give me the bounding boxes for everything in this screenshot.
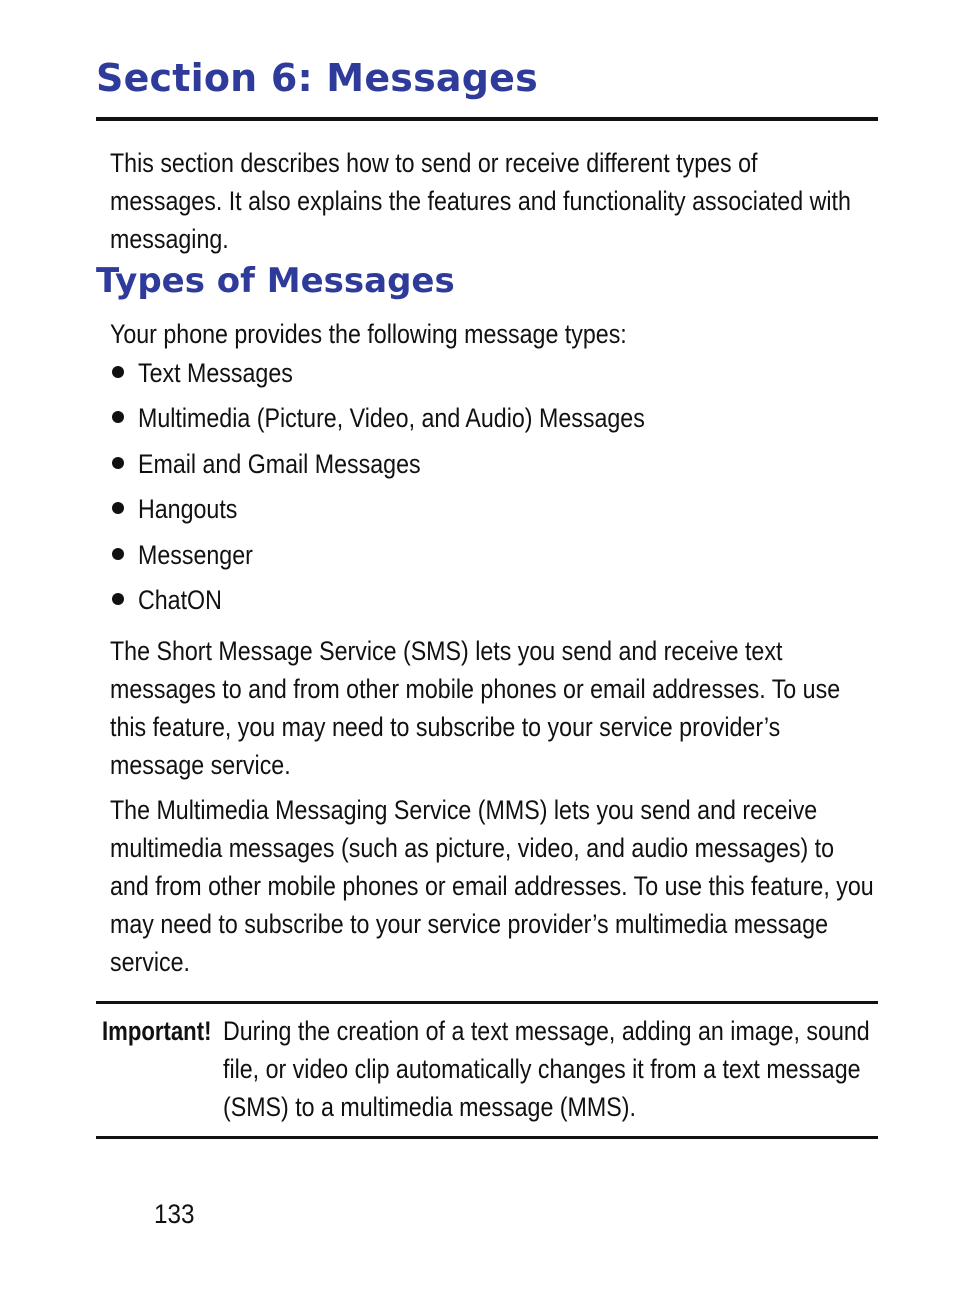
- list-item: [110, 356, 727, 401]
- section-title: Section 6: Messages: [96, 56, 538, 100]
- list-item: [110, 492, 727, 537]
- list-item-label: ChatON: [138, 584, 222, 615]
- list-item: [110, 583, 727, 628]
- bullet-icon: [112, 411, 124, 423]
- list-item-label: Messenger: [138, 539, 253, 570]
- bullet-icon: [112, 366, 124, 378]
- title-divider: [96, 117, 878, 121]
- important-note: During the creation of a text message, adding an image, sound file, or video clip automatically changes it from a text message (SMS) to a multimedia message (MMS).: [223, 1016, 870, 1122]
- intro-paragraph: This section describes how to send or receive different types of messages. It also explains the features and functionality associated with messaging.: [110, 148, 851, 254]
- page-number: 133: [154, 1199, 195, 1229]
- bullet-icon: [112, 593, 124, 605]
- message-types-list: [110, 356, 727, 628]
- message-types-lead: Your phone provides the following message types:: [110, 319, 627, 349]
- subsection-title: Types of Messages: [96, 261, 455, 301]
- bullet-icon: [112, 502, 124, 514]
- mms-paragraph: The Multimedia Messaging Service (MMS) lets you send and receive multimedia messages (such as picture, video, and audio messages) to and from other mobile phones or email addresses. To use this feature, you may need to subscribe to your service provider’s multimedia message service.: [110, 795, 874, 977]
- list-item-label: Text Messages: [138, 358, 293, 388]
- bullet-icon: [112, 548, 124, 560]
- list-item: [110, 538, 727, 583]
- list-item-label: Multimedia (Picture, Video, and Audio) Messages: [138, 403, 645, 434]
- list-item: [110, 447, 727, 492]
- sms-paragraph: The Short Message Service (SMS) lets you send and receive text messages to and from other mobile phones or email addresses. To use this feature, you may need to subscribe to your service provider’s message service.: [110, 636, 841, 780]
- important-bottom-divider: [96, 1136, 878, 1139]
- list-item-label: Hangouts: [138, 494, 238, 525]
- bullet-icon: [112, 457, 124, 469]
- important-label: Important!: [102, 1016, 212, 1046]
- important-top-divider: [96, 1001, 878, 1004]
- list-item: [110, 401, 727, 446]
- list-item-label: Email and Gmail Messages: [138, 448, 421, 479]
